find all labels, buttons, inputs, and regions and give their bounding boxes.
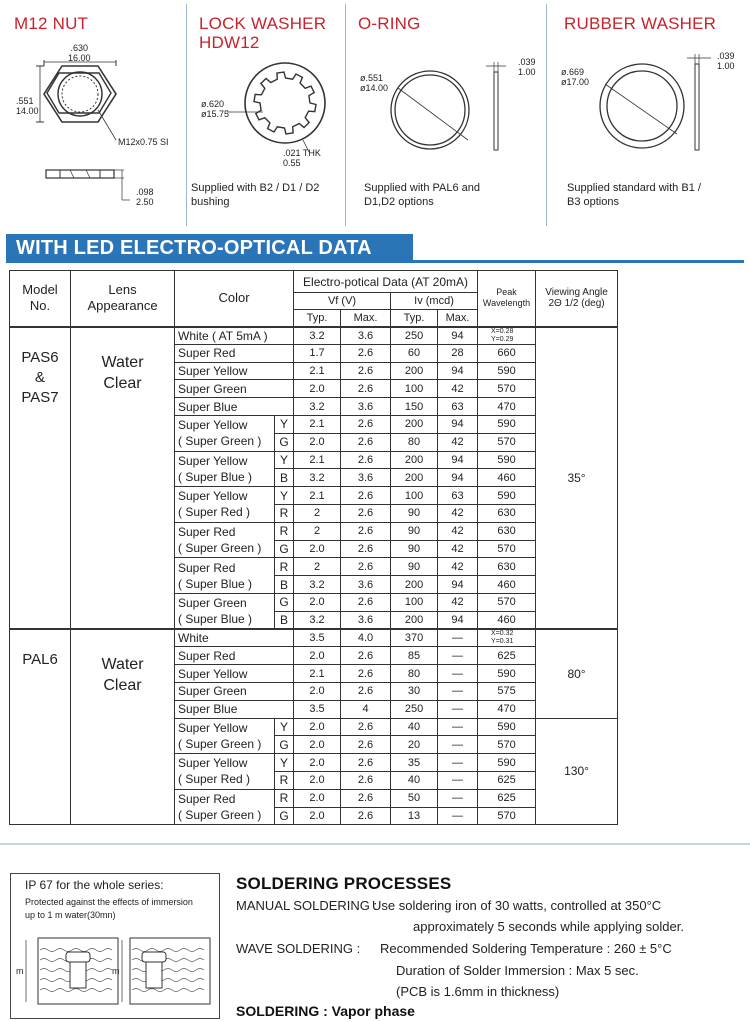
header-text: Typ. xyxy=(306,311,328,324)
peak-wavelength-cell: 625 xyxy=(478,771,536,789)
peak-wavelength-cell: 470 xyxy=(478,700,536,718)
table-row xyxy=(10,327,618,345)
header-vf xyxy=(294,293,391,310)
header-text: Lens Appearance xyxy=(87,282,158,314)
color-code-cell: B xyxy=(275,469,294,487)
peak-wavelength-cell: 460 xyxy=(478,469,536,487)
lock-washer-note: Supplied with B2 / D1 / D2 bushing xyxy=(191,182,320,208)
bicolor-vf-max: 2.6 xyxy=(341,504,391,522)
header-vf-typ xyxy=(294,310,341,327)
bicolor-line: Super Yellow xyxy=(178,453,248,468)
part-title: RUBBER WASHER xyxy=(564,14,717,33)
bicolor-cell xyxy=(175,789,275,825)
single-vf-max: 2.6 xyxy=(341,665,391,683)
manual-soldering-text: approximately 5 seconds while applying solder. xyxy=(413,919,684,934)
bicolor-line: ( Super Red ) xyxy=(178,772,251,787)
single-iv-typ: 150 xyxy=(391,398,438,416)
bicolor-iv-typ: 200 xyxy=(391,469,438,487)
peak-wavelength-cell: 570 xyxy=(478,380,536,398)
single-iv-max: 94 xyxy=(438,362,478,380)
nut-thick-dim: .098 2.50 xyxy=(136,187,154,207)
soldering-title: SOLDERING PROCESSES xyxy=(236,874,452,893)
color-code-cell: R xyxy=(275,504,294,522)
model-cell: PAS6 & PAS7 xyxy=(10,327,71,630)
bicolor-vf-typ: 2.0 xyxy=(294,771,341,789)
lens-cell: Water Clear xyxy=(71,629,175,825)
single-vf-max: 2.6 xyxy=(341,380,391,398)
bicolor-vf-typ: 2.0 xyxy=(294,807,341,825)
nut-thread-label: M12x0.75 SI xyxy=(118,137,169,147)
bicolor-vf-typ: 2.0 xyxy=(294,718,341,736)
white-iv-max: — xyxy=(438,629,478,647)
bicolor-iv-max: 94 xyxy=(438,451,478,469)
peak-wavelength-cell: 570 xyxy=(478,807,536,825)
section-divider xyxy=(0,843,750,845)
header-electro xyxy=(294,271,478,293)
section-banner xyxy=(0,234,750,262)
single-iv-typ: 30 xyxy=(391,682,438,700)
white-iv-typ: 250 xyxy=(391,327,438,345)
part-o-ring xyxy=(346,0,546,228)
bicolor-iv-max: 94 xyxy=(438,576,478,594)
color-cell: Super Yellow xyxy=(175,665,294,683)
single-iv-max: 42 xyxy=(438,380,478,398)
bicolor-vf-max: 2.6 xyxy=(341,736,391,754)
bicolor-vf-max: 2.6 xyxy=(341,415,391,433)
bicolor-iv-typ: 200 xyxy=(391,611,438,629)
color-code-cell: Y xyxy=(275,718,294,736)
color-code-cell: Y xyxy=(275,451,294,469)
bicolor-iv-typ: 200 xyxy=(391,576,438,594)
bicolor-iv-max: — xyxy=(438,771,478,789)
peak-wavelength-cell: 590 xyxy=(478,415,536,433)
bicolor-line: Super Red xyxy=(178,560,236,575)
model-cell: PAL6 xyxy=(10,629,71,825)
rubber-washer-dia-dim: ø.669 ø17.00 xyxy=(561,67,590,87)
single-vf-typ: 2.1 xyxy=(294,665,341,683)
single-iv-typ: 100 xyxy=(391,380,438,398)
bicolor-vf-typ: 2.0 xyxy=(294,433,341,451)
bicolor-iv-typ: 100 xyxy=(391,593,438,611)
vapor-soldering: SOLDERING : Vapor phase xyxy=(236,1003,415,1019)
peak-wavelength-cell: 590 xyxy=(478,754,536,772)
bicolor-cell xyxy=(175,487,275,523)
color-cell: Super Blue xyxy=(175,700,294,718)
bicolor-cell xyxy=(175,415,275,451)
white-iv-max: 94 xyxy=(438,327,478,345)
bicolor-line: ( Super Green ) xyxy=(178,808,262,823)
header-text: Model No. xyxy=(22,282,58,314)
peak-wavelength-cell: 660 xyxy=(478,344,536,362)
color-code-cell: R xyxy=(275,522,294,540)
bicolor-vf-max: 2.6 xyxy=(341,522,391,540)
lens-cell: Water Clear xyxy=(71,327,175,630)
ip67-note: Protected against the effects of immersion up to 1 m water(30mn) xyxy=(25,897,193,920)
header-color xyxy=(175,271,294,327)
bicolor-vf-typ: 3.2 xyxy=(294,576,341,594)
bicolor-iv-typ: 40 xyxy=(391,718,438,736)
bicolor-vf-max: 2.6 xyxy=(341,754,391,772)
bicolor-line: ( Super Green ) xyxy=(178,541,262,556)
bicolor-iv-max: 42 xyxy=(438,504,478,522)
peak-wavelength-cell: 630 xyxy=(478,522,536,540)
single-iv-max: — xyxy=(438,647,478,665)
single-vf-max: 2.6 xyxy=(341,647,391,665)
single-vf-typ: 2.1 xyxy=(294,362,341,380)
bicolor-vf-max: 3.6 xyxy=(341,611,391,629)
bicolor-cell xyxy=(175,718,275,754)
single-vf-max: 2.6 xyxy=(341,344,391,362)
header-iv-typ xyxy=(391,310,438,327)
bicolor-iv-max: 63 xyxy=(438,487,478,505)
single-vf-max: 2.6 xyxy=(341,682,391,700)
bicolor-line: Super Yellow xyxy=(178,720,248,735)
single-vf-max: 4 xyxy=(341,700,391,718)
o-ring-note: Supplied with PAL6 and D1,D2 options xyxy=(364,182,480,208)
peak-wavelength-cell: 590 xyxy=(478,718,536,736)
manual-soldering-text: Use soldering iron of 30 watts, controlled at 350°C xyxy=(372,898,662,913)
header-lens xyxy=(71,271,175,327)
bicolor-vf-typ: 2.0 xyxy=(294,540,341,558)
bicolor-line: ( Super Green ) xyxy=(178,434,262,449)
bicolor-vf-max: 2.6 xyxy=(341,789,391,807)
bicolor-vf-typ: 2.0 xyxy=(294,789,341,807)
color-code-cell: G xyxy=(275,433,294,451)
peak-wavelength-cell: 575 xyxy=(478,682,536,700)
bicolor-iv-max: 42 xyxy=(438,522,478,540)
peak-wavelength-cell: 625 xyxy=(478,789,536,807)
chromaticity-cell: X=0.28 Y=0.29 xyxy=(478,327,536,345)
bicolor-line: ( Super Red ) xyxy=(178,505,251,520)
color-cell: Super Red xyxy=(175,647,294,665)
viewing-angle-cell: 130° xyxy=(536,718,618,825)
bicolor-iv-typ: 100 xyxy=(391,487,438,505)
bicolor-iv-max: — xyxy=(438,718,478,736)
bicolor-vf-typ: 2.1 xyxy=(294,451,341,469)
color-cell: Super Green xyxy=(175,380,294,398)
color-code-cell: B xyxy=(275,611,294,629)
single-iv-typ: 60 xyxy=(391,344,438,362)
bicolor-vf-typ: 2 xyxy=(294,522,341,540)
single-iv-typ: 80 xyxy=(391,665,438,683)
bicolor-iv-typ: 80 xyxy=(391,433,438,451)
header-model xyxy=(10,271,71,327)
peak-wavelength-cell: 630 xyxy=(478,504,536,522)
peak-wavelength-cell: 570 xyxy=(478,540,536,558)
header-iv xyxy=(391,293,478,310)
header-text: Peak Wavelength xyxy=(482,287,531,309)
bicolor-iv-typ: 90 xyxy=(391,558,438,576)
single-iv-typ: 200 xyxy=(391,362,438,380)
peak-wavelength-cell: 460 xyxy=(478,611,536,629)
title-line: LOCK WASHER xyxy=(199,14,327,33)
single-iv-max: — xyxy=(438,682,478,700)
o-ring-dia-dim: ø.551 ø14.00 xyxy=(360,73,389,93)
bicolor-line: Super Yellow xyxy=(178,756,248,771)
depth-label: m xyxy=(16,966,24,976)
nut-height-dim: .551 14.00 xyxy=(16,96,39,116)
header-text: Vf (V) xyxy=(327,295,357,307)
part-lock-washer xyxy=(187,0,345,228)
peak-wavelength-cell: 590 xyxy=(478,665,536,683)
bicolor-line: Super Green xyxy=(178,596,247,610)
header-text: Typ. xyxy=(403,311,425,324)
single-iv-max: 28 xyxy=(438,344,478,362)
bicolor-vf-max: 2.6 xyxy=(341,593,391,611)
bicolor-cell xyxy=(175,451,275,487)
banner-underline xyxy=(6,260,744,263)
bicolor-iv-max: — xyxy=(438,789,478,807)
bicolor-vf-max: 2.6 xyxy=(341,451,391,469)
header-viewing xyxy=(536,271,618,327)
color-cell: Super Green xyxy=(175,682,294,700)
color-cell: Super Red xyxy=(175,344,294,362)
viewing-angle-cell: 35° xyxy=(536,327,618,630)
peak-wavelength-cell: 625 xyxy=(478,647,536,665)
header-peak xyxy=(478,271,536,327)
viewing-angle-cell: 80° xyxy=(536,629,618,718)
bicolor-iv-max: 42 xyxy=(438,558,478,576)
part-rubber-washer xyxy=(547,0,750,228)
color-code-cell: R xyxy=(275,789,294,807)
color-code-cell: G xyxy=(275,807,294,825)
header-text: Color xyxy=(218,290,250,306)
bicolor-vf-typ: 2.0 xyxy=(294,593,341,611)
header-iv-max xyxy=(438,310,478,327)
depth-label: m xyxy=(112,966,120,976)
bicolor-iv-typ: 50 xyxy=(391,789,438,807)
header-text: Viewing Angle 2Θ 1/2 (deg) xyxy=(545,287,608,310)
bicolor-line: ( Super Blue ) xyxy=(178,576,253,591)
lock-washer-dia-dim: ø.620 ø15.75 xyxy=(201,99,230,119)
bicolor-vf-max: 2.6 xyxy=(341,558,391,576)
bicolor-iv-typ: 13 xyxy=(391,807,438,825)
single-iv-max: — xyxy=(438,700,478,718)
bicolor-vf-typ: 2.0 xyxy=(294,736,341,754)
single-iv-max: 63 xyxy=(438,398,478,416)
bicolor-cell xyxy=(175,593,275,629)
bicolor-vf-typ: 2 xyxy=(294,558,341,576)
white-vf-max: 3.6 xyxy=(341,327,391,345)
header-text: Max. xyxy=(353,311,378,324)
bicolor-line: Super Red xyxy=(178,525,236,540)
color-code-cell: B xyxy=(275,576,294,594)
bicolor-iv-typ: 40 xyxy=(391,771,438,789)
bicolor-iv-max: — xyxy=(438,736,478,754)
single-vf-typ: 3.2 xyxy=(294,398,341,416)
chromaticity-cell: X=0.32 Y=0.31 xyxy=(478,629,536,647)
single-vf-typ: 1.7 xyxy=(294,344,341,362)
bicolor-cell xyxy=(175,522,275,558)
bicolor-line: ( Super Blue ) xyxy=(178,469,253,484)
wave-soldering-text: Duration of Solder Immersion : Max 5 sec. xyxy=(396,963,639,978)
bicolor-iv-typ: 90 xyxy=(391,540,438,558)
bicolor-vf-typ: 2.1 xyxy=(294,487,341,505)
table-row xyxy=(10,629,618,647)
bicolor-line: ( Super Blue ) xyxy=(178,612,253,626)
bicolor-iv-typ: 90 xyxy=(391,504,438,522)
lock-washer-thk-dim: .021 THK 0.55 xyxy=(283,148,321,168)
wave-soldering-text: Recommended Soldering Temperature : 260 ± 5°C xyxy=(380,941,672,956)
bicolor-iv-max: 94 xyxy=(438,469,478,487)
bicolor-iv-max: 94 xyxy=(438,415,478,433)
color-code-cell: Y xyxy=(275,415,294,433)
bicolor-vf-typ: 2 xyxy=(294,504,341,522)
bicolor-vf-max: 2.6 xyxy=(341,807,391,825)
o-ring-thk-dim: .039 1.00 xyxy=(518,57,536,77)
lock-washer-teeth xyxy=(254,72,316,134)
color-code-cell: G xyxy=(275,593,294,611)
bicolor-line: Super Yellow xyxy=(178,418,248,433)
single-iv-max: — xyxy=(438,665,478,683)
bicolor-vf-typ: 3.2 xyxy=(294,469,341,487)
bicolor-cell xyxy=(175,754,275,790)
single-vf-max: 3.6 xyxy=(341,398,391,416)
peak-wavelength-cell: 590 xyxy=(478,362,536,380)
bicolor-vf-max: 2.6 xyxy=(341,718,391,736)
single-vf-max: 2.6 xyxy=(341,362,391,380)
color-cell: White ( AT 5mA ) xyxy=(175,327,294,345)
bicolor-cell xyxy=(175,558,275,594)
color-cell: Super Blue xyxy=(175,398,294,416)
peak-wavelength-cell: 590 xyxy=(478,487,536,505)
nut-width-dim: .630 16.00 xyxy=(68,43,91,63)
single-iv-typ: 85 xyxy=(391,647,438,665)
banner-title: WITH LED ELECTRO-OPTICAL DATA xyxy=(6,234,413,262)
bicolor-vf-typ: 2.1 xyxy=(294,415,341,433)
ip67-title: IP 67 for the whole series: xyxy=(25,878,164,892)
bicolor-vf-typ: 2.0 xyxy=(294,754,341,772)
bicolor-line: Super Yellow xyxy=(178,489,248,504)
header-text: Electro-potical Data (AT 20mA) xyxy=(303,274,468,289)
part-title: M12 NUT xyxy=(14,14,89,33)
color-code-cell: G xyxy=(275,540,294,558)
bicolor-vf-max: 3.6 xyxy=(341,469,391,487)
color-code-cell: R xyxy=(275,558,294,576)
wave-soldering-text: (PCB is 1.6mm in thickness) xyxy=(396,984,560,999)
bicolor-vf-typ: 3.2 xyxy=(294,611,341,629)
bicolor-iv-max: 42 xyxy=(438,433,478,451)
bicolor-line: ( Super Green ) xyxy=(178,736,262,751)
bicolor-iv-max: 42 xyxy=(438,540,478,558)
header-text: Max. xyxy=(445,311,470,324)
color-code-cell: Y xyxy=(275,754,294,772)
bicolor-vf-max: 2.6 xyxy=(341,433,391,451)
color-code-cell: R xyxy=(275,771,294,789)
parts-row xyxy=(0,0,750,230)
single-iv-typ: 250 xyxy=(391,700,438,718)
electro-optical-table xyxy=(9,270,618,825)
bicolor-iv-max: — xyxy=(438,807,478,825)
bicolor-vf-max: 3.6 xyxy=(341,576,391,594)
bicolor-iv-typ: 35 xyxy=(391,754,438,772)
bicolor-iv-max: — xyxy=(438,754,478,772)
peak-wavelength-cell: 460 xyxy=(478,576,536,594)
rubber-washer-note: Supplied standard with B1 / B3 options xyxy=(567,182,701,208)
immersion-diagram xyxy=(10,930,220,1018)
single-vf-typ: 2.0 xyxy=(294,647,341,665)
bicolor-iv-typ: 200 xyxy=(391,415,438,433)
single-vf-typ: 2.0 xyxy=(294,682,341,700)
header-text: Iv (mcd) xyxy=(414,295,454,307)
peak-wavelength-cell: 570 xyxy=(478,736,536,754)
white-vf-typ: 3.2 xyxy=(294,327,341,345)
part-title: O-RING xyxy=(358,14,421,33)
peak-wavelength-cell: 630 xyxy=(478,558,536,576)
peak-wavelength-cell: 590 xyxy=(478,451,536,469)
color-cell: White xyxy=(175,629,294,647)
color-cell: Super Yellow xyxy=(175,362,294,380)
header-vf-max xyxy=(341,310,391,327)
white-vf-typ: 3.5 xyxy=(294,629,341,647)
bicolor-line: Super Red xyxy=(178,792,236,807)
white-vf-max: 4.0 xyxy=(341,629,391,647)
bicolor-iv-max: 94 xyxy=(438,611,478,629)
color-code-cell: G xyxy=(275,736,294,754)
single-vf-typ: 2.0 xyxy=(294,380,341,398)
bicolor-vf-max: 2.6 xyxy=(341,771,391,789)
single-vf-typ: 3.5 xyxy=(294,700,341,718)
bicolor-vf-max: 2.6 xyxy=(341,540,391,558)
bicolor-vf-max: 2.6 xyxy=(341,487,391,505)
title-line: HDW12 xyxy=(199,33,260,52)
peak-wavelength-cell: 570 xyxy=(478,433,536,451)
manual-soldering-label: MANUAL SOLDERING : xyxy=(236,898,378,913)
rubber-washer-thk-dim: .039 1.00 xyxy=(717,51,735,71)
wave-soldering-label: WAVE SOLDERING : xyxy=(236,941,361,956)
color-code-cell: Y xyxy=(275,487,294,505)
peak-wavelength-cell: 570 xyxy=(478,593,536,611)
bicolor-iv-typ: 20 xyxy=(391,736,438,754)
bicolor-iv-typ: 90 xyxy=(391,522,438,540)
bicolor-iv-typ: 200 xyxy=(391,451,438,469)
bicolor-iv-max: 42 xyxy=(438,593,478,611)
part-m12-nut xyxy=(0,0,186,228)
white-iv-typ: 370 xyxy=(391,629,438,647)
peak-wavelength-cell: 470 xyxy=(478,398,536,416)
